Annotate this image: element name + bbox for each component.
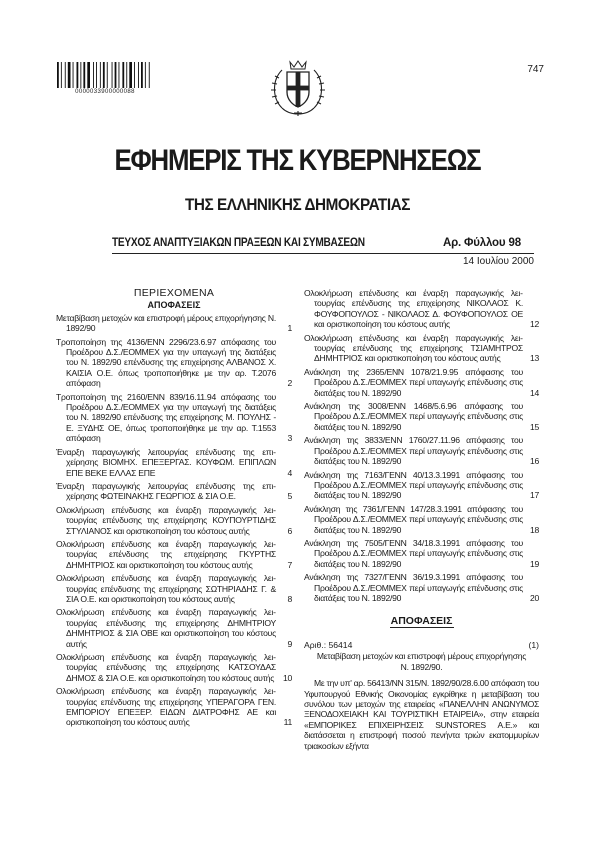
decision-body: Με την υπ' αρ. 56413/ΝΝ 315/Ν. 1892/90/28.6.00 απόφαση του Υφυπουργού Εθνικής Οικονομίας εγκρίθηκε η μεταβίβαση του συνόλου των μετοχών της εταιρείας «ΠΑΝΕΛΛΗΝ ΑΝΩΝΥΜΟΣ ΞΕΝΟΔΟΧΕΙΑΚΗ ΚΑΙ ΤΟΥΡΙΣΤΙΚΗ ΕΤΑΙΡΕΙΑ», στην εταιρεία «ΕΜΠΟΡΙΚΕΣ ΕΠΙΧΕΙΡΗΣΕΙΣ SUNSTORES Α.Ε.» και διατάσσεται η επιστροφή ποσού πενήντα τριών εκατομμυρίων τριακοσίων εξήντα (304, 678, 539, 751)
contents-item-text: Ανάκληση της 7163/ΓΕΝΝ 40/13.3.1991 απόφασης του Προέδρου Δ.Σ./ΕΟΜΜΕΧ περί υπαγωγής επένδυσης στις διατάξεις του Ν. 1892/90 (304, 469, 523, 501)
contents-item (304, 572, 539, 603)
contents-item-text: Ολοκλήρωση επένδυσης και έναρξη παραγωγικής λειτουργίας επένδυσης της επιχείρησης ΝΙΚΟΛΑΟΣ Κ. ΦΟΥΦΟΠΟΥΛΟΣ - ΝΙΚΟΛΑΟΣ Δ. ΦΟΥΦΟΠΟΥΛΟΣ ΟΕ και οριστικοποίηση του κόστους αυτής (304, 288, 523, 330)
barcode-number: 0000033900000088 (75, 89, 135, 95)
gazette-title: ΕΦΗΜΕΡΙΣ ΤΗΣ ΚΥΒΕΡΝΗΣΕΩΣ (114, 144, 481, 177)
contents-item (304, 470, 539, 501)
contents-item-page: 6 (287, 525, 292, 536)
decisions-title: ΑΠΟΦΑΣΕΙΣ (390, 615, 453, 627)
decision-number: Αριθ.: 56414 (304, 640, 353, 651)
issue-type: ΤΕΥΧΟΣ ΑΝΑΠΤΥΞΙΑΚΩΝ ΠΡΑΞΕΩΝ ΚΑΙ ΣΥΜΒΑΣΕΩΝ (112, 237, 365, 249)
contents-item-page: 8 (287, 593, 292, 604)
contents-item-text: Μεταβίβαση μετοχών και επιστροφή μέρους επιχορήγησης Ν. 1892/90 (56, 312, 276, 334)
contents-item (56, 447, 292, 478)
contents-item (304, 288, 539, 330)
contents-list-left (56, 313, 292, 728)
contents-item (304, 538, 539, 569)
issue-date: 14 Ιουλίου 2000 (463, 256, 534, 267)
contents-item-text: Ολοκλήρωση επένδυσης και έναρξη παραγωγικής λειτουργίας επένδυσης της επιχείρησης ΤΣΙΑΜΗΤΡΟΣ ΔΗΜΗΤΡΙΟΣ και οριστικοποίηση του κόστους αυτής (304, 332, 523, 364)
coat-of-arms-emblem (268, 58, 328, 122)
contents-item-page: 10 (282, 672, 292, 683)
contents-item-text: Ανάκληση της 3833/ΕΝΝ 1760/27.11.96 απόφασης του Προέδρου Δ.Σ./ΕΟΜΜΕΧ περί υπαγωγής επένδυσης στις διατάξεις του Ν. 1892/90 (304, 435, 523, 467)
contents-item-text: Ολοκλήρωση επένδυσης και έναρξη παραγωγικής λειτουργίας επένδυσης της επιχείρησης ΥΠΕΡΑΓΟΡΑ ΓΕΝ. ΕΜΠΟΡΙΟΥ ΕΠΕΞΕΡ. ΕΙΔΩΝ ΔΙΑΤΡΟΦΗΣ ΑΕ και οριστικοποίηση του κόστους αυτής (56, 686, 276, 728)
contents-item-page: 16 (529, 456, 539, 467)
decisions-section (304, 616, 539, 751)
contents-item-page: 7 (287, 559, 292, 570)
contents-list-right (304, 288, 539, 603)
decision-number-row (304, 640, 539, 651)
contents-item-text: Ανάκληση της 7327/ΓΕΝΝ 36/19.3.1991 απόφασης του Προέδρου Δ.Σ./ΕΟΜΜΕΧ περί υπαγωγής επένδυσης στις διατάξεις του Ν. 1892/90 (304, 572, 523, 603)
contents-item-page: 4 (287, 467, 292, 478)
contents-item-page: 15 (529, 421, 539, 432)
contents-item (304, 367, 539, 398)
contents-item-page: 18 (529, 524, 539, 535)
contents-item (56, 573, 292, 604)
contents-item-page: 20 (529, 592, 539, 603)
contents-item (304, 333, 539, 364)
contents-item-page: 19 (529, 558, 539, 569)
contents-item-page: 14 (529, 387, 539, 398)
contents-item (56, 337, 292, 389)
contents-item (56, 607, 292, 649)
contents-item (304, 504, 539, 535)
contents-item-text: Ολοκλήρωση επένδυσης και έναρξη παραγωγικής λειτουργίας επένδυσης της επιχείρησης ΚΑΤΣΟΥΔΑΣ ΔΗΜΟΣ & ΣΙΑ Ο.Ε. και οριστικοποίηση του κόστους αυτής (56, 652, 276, 683)
contents-item (304, 401, 539, 432)
contents-item-text: Ολοκλήρωση επένδυσης και έναρξη παραγωγικής λειτουργίας επένδυσης της επιχείρησης ΓΚΥΡΤΗΣ ΔΗΜΗΤΡΙΟΣ και οριστικοποίηση του κόστους αυτής (56, 538, 276, 570)
contents-item-text: Ανάκληση της 3008/ΕΝΝ 1468/5.6.96 απόφασης του Προέδρου Δ.Σ./ΕΟΜΜΕΧ περί υπαγωγής επένδυσης στις διατάξεις του Ν. 1892/90 (304, 401, 523, 432)
contents-item-page: 13 (529, 353, 539, 364)
contents-item-text: Ολοκλήρωση επένδυσης και έναρξη παραγωγικής λειτουργίας επένδυσης της επιχείρησης ΔΗΜΗΤΡΙΟΥ ΔΗΜΗΤΡΙΟΣ & ΣΙΑ ΟΒΕ και οριστικοποίηση του κόστους αυτής (56, 607, 276, 649)
contents-item-text: Ανάκληση της 7505/ΓΕΝΝ 34/18.3.1991 απόφασης του Προέδρου Δ.Σ./ΕΟΜΜΕΧ περί υπαγωγής επένδυσης στις διατάξεις του Ν. 1892/90 (304, 537, 523, 569)
contents-item (56, 481, 292, 502)
contents-item-text: Ανάκληση της 2365/ΕΝΝ 1078/21.9.95 απόφασης του Προέδρου Δ.Σ./ΕΟΜΜΕΧ περί υπαγωγής επένδυσης στις διατάξεις του Ν. 1892/90 (304, 366, 523, 398)
contents-item-page: 11 (283, 717, 292, 728)
contents-section-heading: ΑΠΟΦΑΣΕΙΣ (147, 300, 201, 311)
contents-item (56, 686, 292, 728)
contents-item-page: 5 (287, 491, 292, 502)
sheet-number-label (443, 237, 521, 249)
contents-item (56, 652, 292, 683)
contents-item-page: 9 (287, 638, 292, 649)
contents-item-text: Έναρξη παραγωγικής λειτουργίας επένδυσης της επιχείρησης ΒΙΟΜΗΧ. ΕΠΕΞΕΡΓΑΣ. ΚΟΥΦΩΜ. ΕΠΙΠΛΩΝ ΕΠΕ ΒΕΚΕ ΕΛΛΑΣ ΕΠΕ (56, 446, 276, 478)
contents-item-page: 17 (529, 490, 539, 501)
contents-item-text: Τροποποίηση της 2160/ΕΝΝ 839/16.11.94 απόφασης του Προέδρου Δ.Σ./ΕΟΜΜΕΧ για την υπαγωγή της διατάξεις του Ν. 1892/90 επένδυσης της επιχείρησης Μ. ΠΟΥΛΗΣ - Ε. ΞΥΔΗΣ ΟΕ, όπως τροποποιήθηκε με την αρ. Τ.1553 απόφαση (56, 391, 276, 444)
contents-item-text: Ανάκληση της 7361/ΓΕΝΝ 147/28.3.1991 απόφασης του Προέδρου Δ.Σ./ΕΟΜΜΕΧ περί υπαγωγής επένδυσης στις διατάξεις του Ν. 1892/90 (304, 503, 523, 535)
contents-item-page: 3 (287, 433, 292, 444)
contents-item (56, 313, 292, 334)
contents-item-page: 1 (287, 323, 292, 334)
contents-item (56, 539, 292, 570)
contents-left-column (56, 288, 292, 731)
contents-item-text: Τροποποίηση της 4136/ΕΝΝ 2296/23.6.97 απόφασης του Προέδρου Δ.Σ./ΕΟΜΜΕΧ για την υπαγωγή της διατάξεις του Ν. 1892/90 επένδυσης της επιχείρησης ΑΛΒΑΝΟΣ Χ. ΚΑΙΣΙΑ Ο.Ε. όπως τροποποιήθηκε με την αρ. Τ.2076 απόφαση (56, 336, 276, 389)
contents-right-column (304, 288, 539, 606)
contents-title: ΠΕΡΙΕΧΟΜΕΝΑ (133, 287, 215, 299)
contents-item-text: Ολοκλήρωση επένδυσης και έναρξη παραγωγικής λειτουργίας επένδυσης της επιχείρησης ΚΟΥΠΟΥΡΤΙΔΗΣ ΣΤΥΛΙΑΝΟΣ και οριστικοποίηση του κόστους αυτής (56, 504, 276, 536)
contents-item-text: Ολοκλήρωση επένδυσης και έναρξη παραγωγικής λειτουργίας επένδυσης της επιχείρησης ΣΩΤΗΡΙΑΔΗΣ Γ. & ΣΙΑ Ο.Ε. και οριστικοποίηση του κόστους αυτής (56, 573, 276, 604)
page-number: 747 (527, 64, 544, 75)
sheet-number: 98 (508, 237, 521, 249)
barcode (57, 62, 153, 88)
decisions-title-underline (390, 627, 454, 628)
contents-item-text: Έναρξη παραγωγικής λειτουργίας επένδυσης της επιχείρησης ΦΩΤΕΙΝΑΚΗΣ ΓΕΩΡΓΙΟΣ & ΣΙΑ Ο.Ε. (56, 480, 276, 502)
sheet-label-text: Αρ. Φύλλου (443, 237, 506, 249)
contents-item (304, 435, 539, 466)
contents-item-page: 12 (529, 319, 539, 330)
decision-heading: Μεταβίβαση μετοχών και επιστροφή μέρους επιχορήγησης Ν. 1892/90. (316, 651, 527, 672)
gazette-subtitle: ΤΗΣ ΕΛΛΗΝΙΚΗΣ ΔΗΜΟΚΡΑΤΙΑΣ (185, 195, 410, 214)
header-divider (112, 253, 534, 254)
contents-item-page: 2 (287, 378, 292, 389)
contents-item (56, 505, 292, 536)
contents-item (56, 392, 292, 444)
decision-marker: (1) (528, 640, 539, 651)
